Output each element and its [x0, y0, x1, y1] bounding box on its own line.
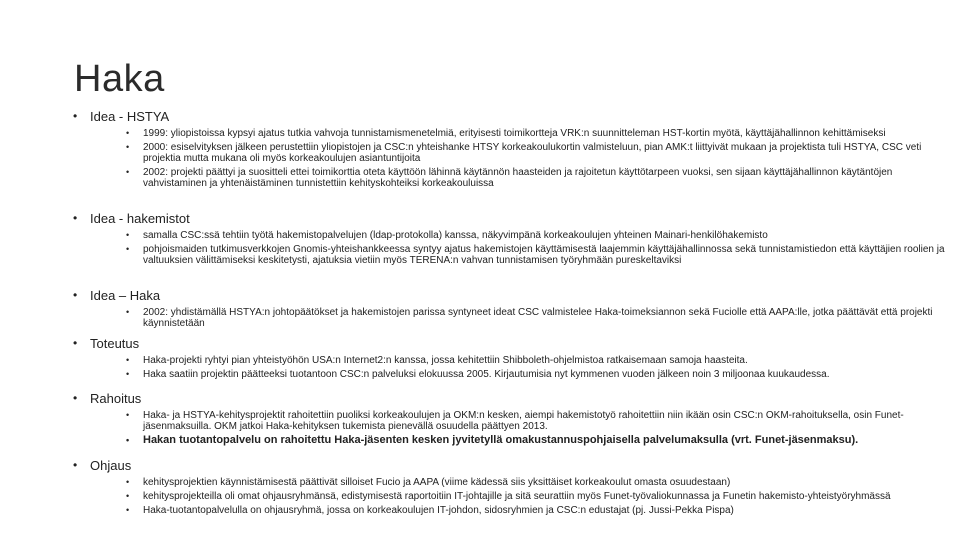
section-idea-hakemistot — [73, 211, 953, 266]
list-item: • Hakan tuotantopalvelu on rahoitettu Haka-jäsenten kesken jyvitetyllä omakustannuspohjaisella palvelumaksulla (vrt. Funet-jäsenmaksu). — [126, 435, 953, 446]
section-heading: • Idea - HSTYA — [73, 109, 953, 124]
list-item: • 2000: esiselvityksen jälkeen perustettiin yliopistojen ja CSC:n yhteishanke HTSY korkeakoulukortin valmisteluun, pian AMK:t liittyivät mukaan ja projektista tuli HSTYA, CSC veti projektia mutta mukana oli myös korkeakoulujen asiantuntijoita — [126, 142, 953, 164]
list-item: • 2002: yhdistämällä HSTYA:n johtopäätökset ja hakemistojen parissa syntyneet ideat CSC valmistelee Haka-toimeksiannon sekä Fuciolle että AAPA:lle, jotka päättävät että projekti käynnistetään — [126, 307, 953, 329]
section-heading: • Rahoitus — [73, 391, 953, 406]
list-item: • Haka- ja HSTYA-kehitysprojektit rahoitettiin puoliksi korkeakoulujen ja OKM:n kesken, aiempi hakemistotyö rahoitettiin niin ikään osin CSC:n OKM-rahoituksella, osin Funet-jäsenmaksuilla. OKM jatkoi Haka-kehityksen tukemista pienevällä osuudella päättyen 2013. — [126, 410, 953, 432]
section-ohjaus — [73, 458, 953, 516]
list-item: • kehitysprojektien käynnistämisestä päättivät silloiset Fucio ja AAPA (viime kädessä siis yksittäiset korkeakoulut omasta osuudestaan) — [126, 477, 953, 488]
list-item: • samalla CSC:ssä tehtiin työtä hakemistopalvelujen (ldap-protokolla) kanssa, näkyvimpänä korkeakoulujen yhteinen Mainari-henkilöhakemisto — [126, 230, 953, 241]
section-heading: • Idea - hakemistot — [73, 211, 953, 226]
list-item: • Haka-tuotantopalvelulla on ohjausryhmä, jossa on korkeakoulujen IT-johdon, sidosryhmien ja CSC:n edustajat (pj. Jussi-Pekka Pispa) — [126, 505, 953, 516]
slide-title: Haka — [74, 58, 165, 100]
section-toteutus — [73, 336, 953, 380]
section-idea-hstya — [73, 109, 953, 189]
section-heading: • Ohjaus — [73, 458, 953, 473]
section-idea-haka — [73, 288, 953, 329]
list-item: • Haka saatiin projektin päätteeksi tuotantoon CSC:n palveluksi elokuussa 2005. Kirjautumisia nyt kymmenen vuoden jälkeen noin 3 miljoonaa kuukaudessa. — [126, 369, 953, 380]
list-item: • pohjoismaiden tutkimusverkkojen Gnomis-yhteishankkeessa syntyy ajatus hakemistojen käyttämisestä laajemmin käyttäjähallinnossa sekä tunnistamistiedon että käyttäjien roolien ja valtuuksien välittämiseksi keskitetysti, ajatuksia vietiin myös TERENA:n vahvan tunnistamisen työryhmään pureskeltaviksi — [126, 244, 953, 266]
section-rahoitus — [73, 391, 953, 446]
section-heading: • Toteutus — [73, 336, 953, 351]
list-item: • 2002: projekti päättyi ja suositteli ettei toimikorttia oteta käyttöön lähinnä käytännön haasteiden ja rajoitetun käyttötarpeen vuoksi, sen sijaan käyttäjähallinnon käytäntöjen vahvistaminen ja yhtenäistäminen tunnistettiin kehityskohteiksi korkeakouluissa — [126, 167, 953, 189]
list-item: • Haka-projekti ryhtyi pian yhteistyöhön USA:n Internet2:n kanssa, jossa kehitettiin Shibboleth-ohjelmistoa ratkaisemaan samoja haasteita. — [126, 355, 953, 366]
list-item: • 1999: yliopistoissa kypsyi ajatus tutkia vahvoja tunnistamismenetelmiä, erityisesti toimikortteja VRK:n suunnitteleman HST-kortin myötä, käyttäjähallinnon kehittämiseksi — [126, 128, 953, 139]
section-heading: • Idea – Haka — [73, 288, 953, 303]
list-item: • kehitysprojekteilla oli omat ohjausryhmänsä, edistymisestä raportoitiin IT-johtajille ja sitä seurattiin myös Funet-työvaliokunnassa ja Funetin hakemisto-yhteistyöryhmässä — [126, 491, 953, 502]
